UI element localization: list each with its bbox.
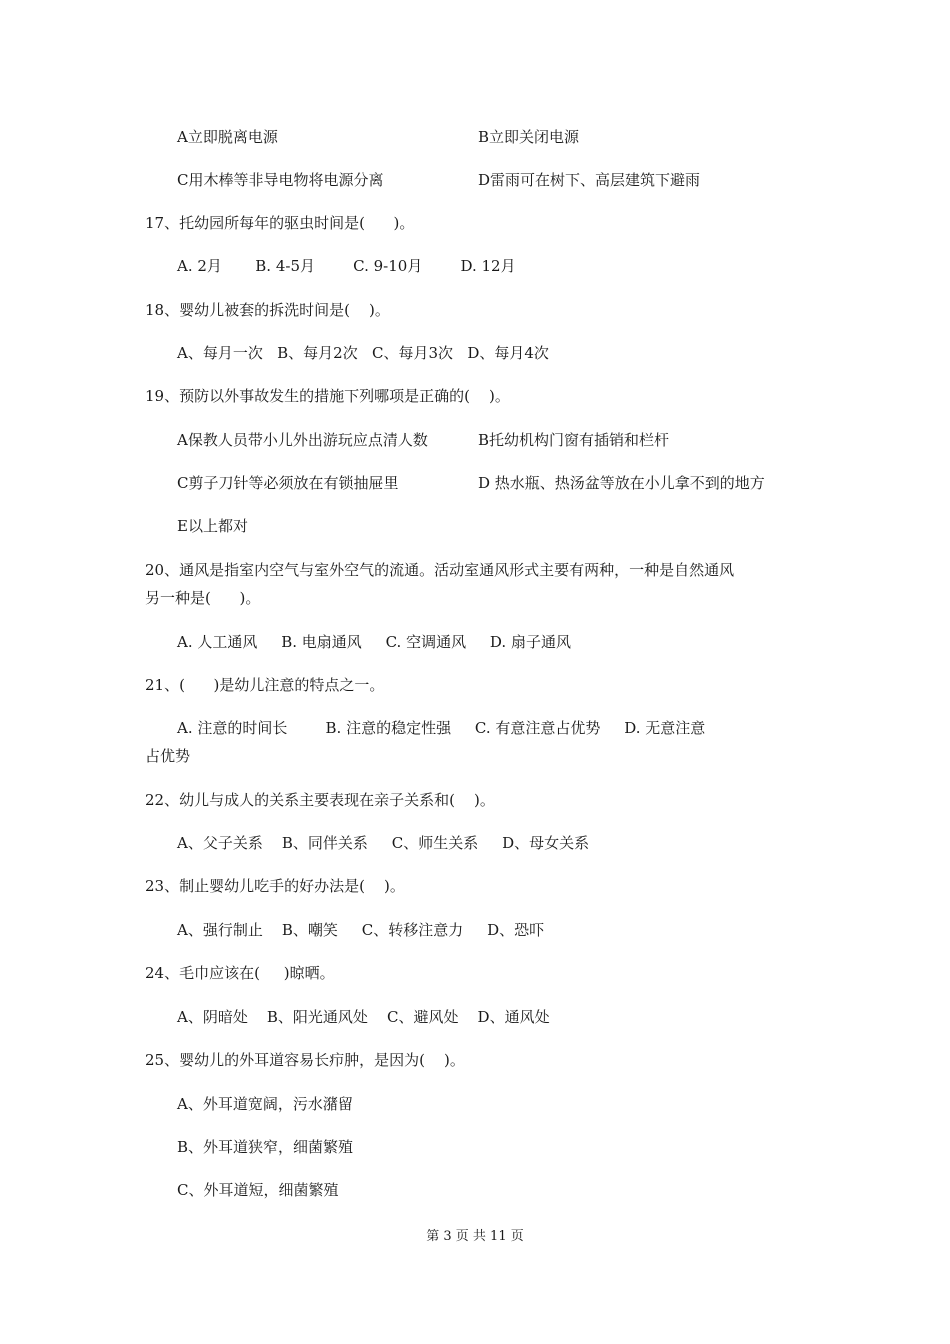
question-21: 21、( )是幼儿注意的特点之一。: [145, 676, 385, 694]
question-20-continued: 另一种是( )。: [145, 589, 261, 607]
question-18-options: A、每月一次 B、每月2次 C、每月3次 D、每月4次: [177, 344, 549, 362]
question-24: 24、毛巾应该在( )晾晒。: [145, 964, 335, 982]
question-25-option-b: B、外耳道狭窄，细菌繁殖: [177, 1138, 354, 1156]
question-21-options-continued: 占优势: [145, 747, 191, 765]
question-19-option-c: C剪子刀针等必须放在有锁抽屉里: [177, 474, 399, 492]
question-22-options: A、父子关系 B、同伴关系 C、师生关系 D、母女关系: [177, 834, 590, 852]
question-20-options: A. 人工通风 B. 电扇通风 C. 空调通风 D. 扇子通风: [177, 633, 571, 651]
question-17: 17、托幼园所每年的驱虫时间是( )。: [145, 214, 415, 232]
question-24-options: A、阴暗处 B、阳光通风处 C、避风处 D、通风处: [177, 1008, 550, 1026]
question-19-option-e: E以上都对: [177, 517, 248, 535]
option-a-prev: A立即脱离电源: [177, 128, 278, 146]
question-19: 19、预防以外事故发生的措施下列哪项是正确的( )。: [145, 387, 510, 405]
page-footer: 第 3 页 共 11 页: [426, 1229, 524, 1244]
question-19-option-b: B托幼机构门窗有插销和栏杆: [478, 431, 670, 449]
question-20: 20、通风是指室内空气与室外空气的流通。活动室通风形式主要有两种，一种是自然通风: [145, 561, 735, 579]
question-23: 23、制止婴幼儿吃手的好办法是( )。: [145, 877, 405, 895]
question-23-options: A、强行制止 B、嘲笑 C、转移注意力 D、恐吓: [177, 921, 545, 939]
question-25-option-c: C、外耳道短，细菌繁殖: [177, 1181, 339, 1199]
option-c-prev: C用木棒等非导电物将电源分离: [177, 171, 384, 189]
question-21-options: A. 注意的时间长 B. 注意的稳定性强 C. 有意注意占优势 D. 无意注意: [177, 719, 706, 737]
question-17-options: A. 2月 B. 4-5月 C. 9-10月 D. 12月: [177, 257, 516, 275]
question-22: 22、幼儿与成人的关系主要表现在亲子关系和( )。: [145, 791, 495, 809]
question-25: 25、婴幼儿的外耳道容易长疖肿，是因为( )。: [145, 1051, 465, 1069]
question-19-option-d: D 热水瓶、热汤盆等放在小儿拿不到的地方: [478, 474, 765, 492]
question-25-option-a: A、外耳道宽阔，污水潴留: [177, 1095, 353, 1113]
question-18: 18、婴幼儿被套的拆洗时间是( )。: [145, 301, 390, 319]
option-d-prev: D雷雨可在树下、高层建筑下避雨: [478, 171, 701, 189]
option-b-prev: B立即关闭电源: [478, 128, 580, 146]
question-19-option-a: A保教人员带小儿外出游玩应点清人数: [177, 431, 428, 449]
